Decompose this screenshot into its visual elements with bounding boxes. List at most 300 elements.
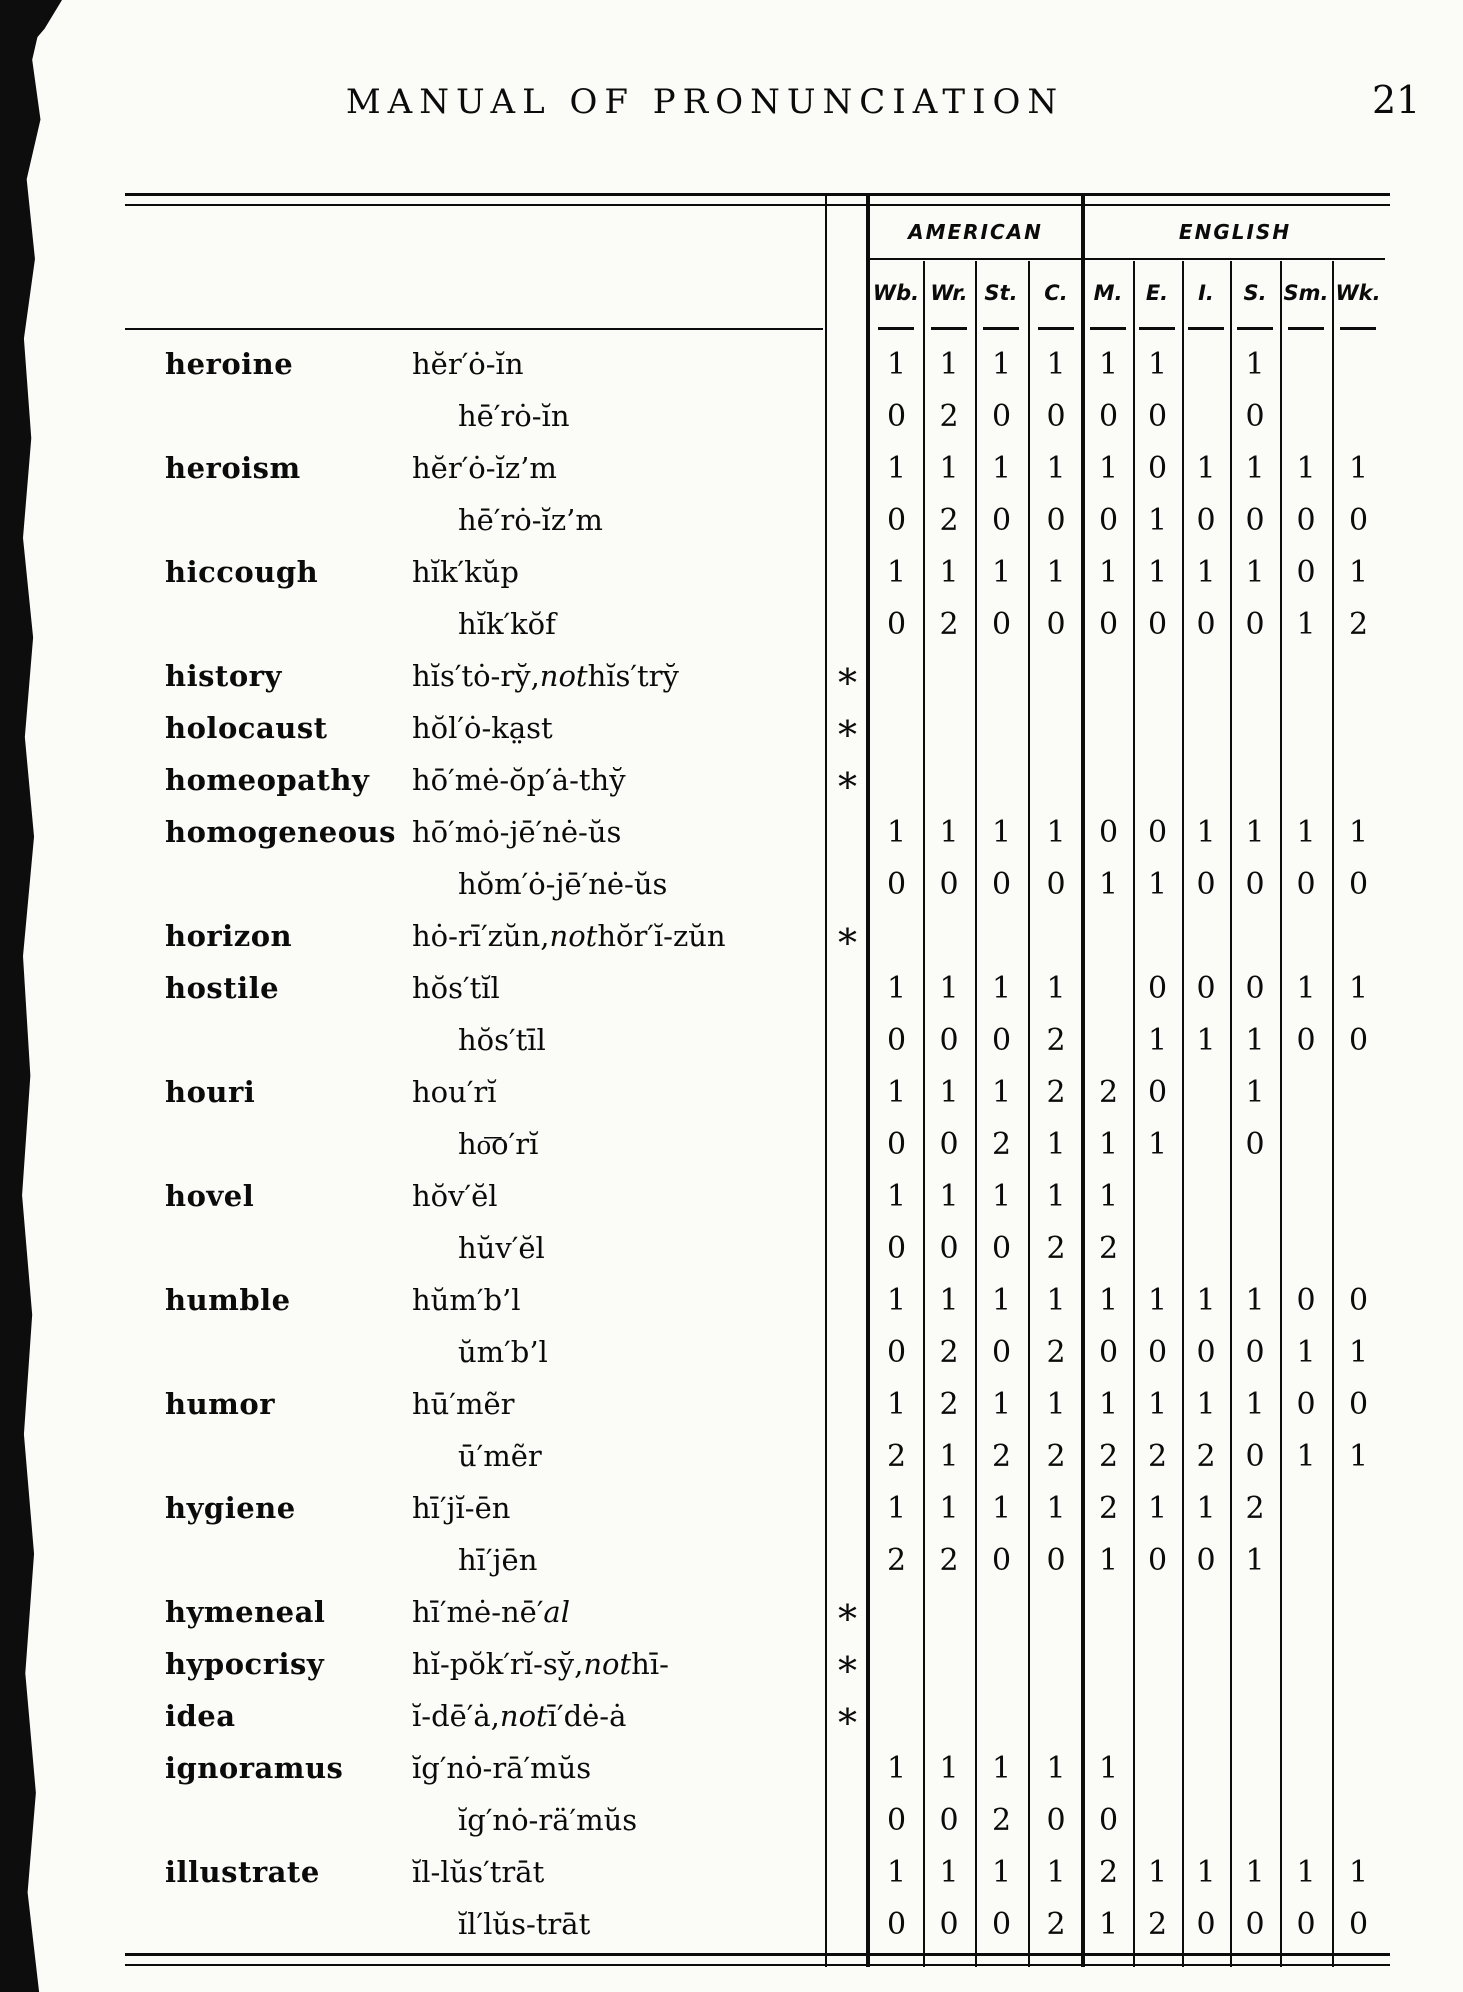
authority-value [1280, 1794, 1332, 1846]
entry-pronunciation: ĭg′nȯ-rä′mŭs [458, 1803, 638, 1837]
irregular-marker [825, 1534, 870, 1586]
authority-value: 1 [1098, 1126, 1119, 1162]
entry-word [125, 1534, 410, 1586]
authority-value [923, 1690, 975, 1742]
authority-value: 1 [991, 1282, 1012, 1318]
entry-word [125, 1222, 410, 1274]
authority-value [1182, 910, 1230, 962]
irregular-marker [825, 858, 870, 910]
authority-value [1133, 754, 1182, 806]
authority-value: 2 [1245, 1490, 1265, 1526]
authority-value: 1 [939, 1854, 959, 1890]
authority-value: 2 [1098, 1438, 1119, 1474]
authority-value: 1 [886, 1490, 907, 1526]
authority-value: 1 [886, 970, 907, 1006]
authority-value: 1 [939, 1750, 959, 1786]
column-label-underline [1090, 327, 1126, 330]
authority-value: 2 [1046, 1334, 1066, 1370]
authority-value: 0 [1147, 606, 1168, 642]
header-bottom-rule [125, 328, 823, 330]
table-bottom-rule [125, 1953, 1390, 1956]
authority-value: 0 [1196, 1334, 1216, 1370]
irregular-marker [825, 1066, 870, 1118]
authority-value: 0 [886, 1906, 907, 1942]
authority-value: 0 [1046, 502, 1066, 538]
irregular-marker [825, 1274, 870, 1326]
authority-value: 0 [991, 502, 1012, 538]
column-label-m: M. [1093, 281, 1123, 305]
authority-value: 1 [1046, 1386, 1066, 1422]
authority-value [1230, 910, 1280, 962]
authority-value [1182, 1118, 1230, 1170]
authority-value: 1 [939, 1178, 959, 1214]
table-body [125, 338, 1385, 1950]
authority-value [1280, 1586, 1332, 1638]
irregular-marker [825, 1742, 870, 1794]
authority-value: 2 [1147, 1438, 1168, 1474]
authority-value: 0 [1046, 606, 1066, 642]
authority-value: 0 [1098, 1334, 1119, 1370]
authority-value: 2 [939, 1542, 959, 1578]
scan-torn-edge [0, 0, 46, 1992]
entry-pronunciation: hŏl′ȯ-ka̤st [412, 711, 553, 745]
irregular-marker [825, 1482, 870, 1534]
group-label-english: ENGLISH [1178, 220, 1292, 244]
entry-word [125, 1014, 410, 1066]
authority-value: 1 [1348, 814, 1369, 850]
authority-value [975, 910, 1028, 962]
entry-pronunciation: hȯ-rī′zŭn, not hŏr′ĭ-zŭn [412, 919, 726, 953]
authority-value: 1 [1245, 450, 1265, 486]
entry-pronunciation: ho͞o′rĭ [458, 1126, 539, 1161]
authority-value: 2 [886, 1542, 907, 1578]
authority-value [1230, 1170, 1280, 1222]
authority-value [1084, 1014, 1133, 1066]
authority-value [1028, 1690, 1084, 1742]
authority-value: 1 [1046, 1282, 1066, 1318]
authority-value: 1 [1348, 970, 1369, 1006]
authority-value [1280, 390, 1332, 442]
authority-value [1280, 650, 1332, 702]
authority-value [1280, 338, 1332, 390]
irregular-marker [825, 1430, 870, 1482]
authority-value: 1 [1147, 866, 1168, 902]
authority-value [975, 754, 1028, 806]
authority-value: 0 [1296, 1282, 1316, 1318]
authority-value: 1 [886, 1854, 907, 1890]
authority-value: 1 [1196, 1386, 1216, 1422]
column-label-i: I. [1198, 281, 1214, 305]
authority-value [1332, 754, 1385, 806]
authority-value: 1 [1296, 1438, 1316, 1474]
irregular-marker: * [838, 713, 857, 757]
authority-value: 0 [1147, 1542, 1168, 1578]
entry-word [125, 1794, 410, 1846]
authority-value: 1 [1098, 1542, 1119, 1578]
authority-value [1084, 1690, 1133, 1742]
column-label-underline [1340, 327, 1376, 330]
irregular-marker [825, 1118, 870, 1170]
authority-value [1182, 650, 1230, 702]
entry-pronunciation: hou′rĭ [412, 1075, 497, 1109]
authority-value [1133, 650, 1182, 702]
authority-value: 1 [1147, 554, 1168, 590]
authority-value: 1 [939, 814, 959, 850]
authority-value: 0 [1098, 398, 1119, 434]
authority-value: 1 [991, 1854, 1012, 1890]
authority-value: 1 [1348, 450, 1369, 486]
authority-value [1182, 1170, 1230, 1222]
authority-value [1133, 1690, 1182, 1742]
authority-value [1332, 1638, 1385, 1690]
authority-value [975, 1586, 1028, 1638]
authority-value [1133, 1222, 1182, 1274]
authority-value: 1 [1046, 554, 1066, 590]
authority-value: 2 [1098, 1074, 1119, 1110]
page-number: 21 [1372, 78, 1421, 122]
entry-pronunciation: hĭk′kŭp [412, 555, 519, 589]
authority-value [1332, 1534, 1385, 1586]
authority-value: 0 [1098, 1802, 1119, 1838]
authority-value: 2 [1046, 1022, 1066, 1058]
authority-value: 0 [1147, 1334, 1168, 1370]
authority-value: 0 [1296, 1906, 1316, 1942]
authority-value: 1 [939, 1282, 959, 1318]
entry-word [125, 1326, 410, 1378]
authority-value: 0 [1147, 1074, 1168, 1110]
authority-value: 1 [1147, 502, 1168, 538]
authority-value [1084, 1586, 1133, 1638]
column-label-underline [983, 327, 1019, 330]
authority-value [1133, 1170, 1182, 1222]
authority-value [1028, 1586, 1084, 1638]
authority-value [1133, 1794, 1182, 1846]
entry-word: heroism [165, 451, 301, 485]
authority-value: 1 [1245, 1022, 1265, 1058]
column-label-underline [931, 327, 967, 330]
authority-value: 0 [1296, 502, 1316, 538]
irregular-marker [825, 806, 870, 858]
entry-word: illustrate [165, 1855, 320, 1889]
authority-value [1280, 1170, 1332, 1222]
entry-pronunciation: hŏv′ĕl [412, 1179, 498, 1213]
authority-value: 1 [1046, 1490, 1066, 1526]
authority-value: 0 [1196, 606, 1216, 642]
authority-value: 1 [1245, 1074, 1265, 1110]
authority-value: 0 [1098, 606, 1119, 642]
irregular-marker [825, 1170, 870, 1222]
authority-value: 0 [1348, 866, 1369, 902]
entry-pronunciation: hĭ-pŏk′rĭ-sy̆, not hī- [412, 1647, 669, 1681]
authority-value: 1 [991, 1178, 1012, 1214]
authority-value: 1 [1046, 1126, 1066, 1162]
authority-value: 1 [1196, 1022, 1216, 1058]
authority-value: 1 [939, 1438, 959, 1474]
authority-value [1182, 1586, 1230, 1638]
authority-value: 0 [991, 1334, 1012, 1370]
authority-value: 0 [1245, 398, 1265, 434]
entry-pronunciation: hū′mẽr [412, 1387, 515, 1421]
authority-value: 1 [1245, 1282, 1265, 1318]
authority-value [1230, 1586, 1280, 1638]
entry-pronunciation: ĭl-lŭs′trāt [412, 1855, 545, 1889]
authority-value: 0 [1348, 1022, 1369, 1058]
authority-value [1332, 1690, 1385, 1742]
authority-value: 2 [1046, 1074, 1066, 1110]
authority-value: 0 [1245, 866, 1265, 902]
authority-value: 1 [991, 1490, 1012, 1526]
american-underline [870, 258, 1081, 260]
authority-value: 0 [939, 866, 959, 902]
authority-value [923, 702, 975, 754]
authority-value [1182, 390, 1230, 442]
authority-value: 1 [1245, 1854, 1265, 1890]
authority-value: 1 [1046, 814, 1066, 850]
authority-value: 2 [1098, 1230, 1119, 1266]
irregular-marker [825, 598, 870, 650]
authority-value [1230, 1794, 1280, 1846]
authority-value: 0 [1196, 866, 1216, 902]
authority-value: 0 [991, 606, 1012, 642]
column-label-underline [1038, 327, 1074, 330]
authority-value: 2 [991, 1438, 1012, 1474]
entry-word: hostile [165, 971, 280, 1005]
authority-value: 1 [886, 1178, 907, 1214]
entry-pronunciation: hŭv′ĕl [458, 1231, 545, 1265]
authority-value: 2 [939, 606, 959, 642]
entry-word: humble [165, 1283, 291, 1317]
authority-value: 0 [1245, 606, 1265, 642]
entry-word: hypocrisy [165, 1647, 325, 1681]
column-label-wk: Wk. [1335, 281, 1381, 305]
entry-word [125, 598, 410, 650]
irregular-marker [825, 1014, 870, 1066]
authority-value: 1 [1147, 1854, 1168, 1890]
authority-value: 1 [1098, 1750, 1119, 1786]
entry-pronunciation: hī′jēn [458, 1543, 538, 1577]
entry-pronunciation: ŭm′b’l [458, 1335, 548, 1369]
entry-word [125, 1118, 410, 1170]
authority-value [1332, 390, 1385, 442]
authority-value: 1 [1147, 1126, 1168, 1162]
entry-word: idea [165, 1699, 236, 1733]
authority-value [1230, 1638, 1280, 1690]
authority-value: 1 [991, 1386, 1012, 1422]
authority-value: 1 [1098, 346, 1119, 382]
authority-value [1332, 1586, 1385, 1638]
authority-value: 2 [1147, 1906, 1168, 1942]
authority-value [1332, 1742, 1385, 1794]
authority-value: 0 [1196, 970, 1216, 1006]
authority-value: 1 [991, 1074, 1012, 1110]
authority-value: 1 [1296, 1854, 1316, 1890]
entry-word: hiccough [165, 555, 319, 589]
authority-value: 2 [939, 1334, 959, 1370]
authority-value: 0 [886, 1230, 907, 1266]
authority-value: 1 [1046, 346, 1066, 382]
authority-value [1280, 1742, 1332, 1794]
authority-value: 1 [1196, 554, 1216, 590]
entry-word: history [165, 659, 282, 693]
authority-value [1230, 1690, 1280, 1742]
column-label-underline [1188, 327, 1224, 330]
authority-value [1280, 1066, 1332, 1118]
authority-value: 2 [939, 502, 959, 538]
authority-value: 1 [1196, 1490, 1216, 1526]
authority-value: 0 [1296, 1386, 1316, 1422]
authority-value [1133, 1638, 1182, 1690]
irregular-marker [825, 1794, 870, 1846]
column-label-underline [1139, 327, 1175, 330]
entry-pronunciation: hĕr′ȯ-ĭz’m [412, 451, 557, 485]
authority-value [1133, 1742, 1182, 1794]
authority-value: 1 [1296, 1334, 1316, 1370]
authority-value [1028, 754, 1084, 806]
authority-value [870, 754, 923, 806]
authority-value: 0 [886, 1334, 907, 1370]
authority-value: 1 [886, 346, 907, 382]
authority-value: 0 [1046, 866, 1066, 902]
authority-value: 1 [1296, 450, 1316, 486]
authority-value: 2 [1098, 1490, 1119, 1526]
entry-pronunciation: hī′mė-nē′ al [412, 1595, 570, 1629]
entry-pronunciation: hē′rȯ-ĭn [458, 399, 570, 433]
authority-value: 0 [991, 866, 1012, 902]
authority-value: 0 [1245, 502, 1265, 538]
authority-value: 0 [1147, 398, 1168, 434]
authority-value [1280, 754, 1332, 806]
authority-value: 1 [1046, 450, 1066, 486]
authority-value: 1 [1196, 1854, 1216, 1890]
authority-value: 0 [939, 1802, 959, 1838]
irregular-marker: * [838, 921, 857, 965]
authority-value [1280, 910, 1332, 962]
authority-value: 0 [1098, 814, 1119, 850]
irregular-marker [825, 338, 870, 390]
authority-value: 1 [1245, 1542, 1265, 1578]
authority-value: 1 [886, 1074, 907, 1110]
entry-word [125, 494, 410, 546]
entry-pronunciation: hŏs′tīl [458, 1023, 546, 1057]
authority-value: 1 [1245, 814, 1265, 850]
authority-value: 0 [1245, 1438, 1265, 1474]
authority-value [1332, 702, 1385, 754]
authority-value: 1 [1098, 1906, 1119, 1942]
authority-value: 0 [1245, 1906, 1265, 1942]
authority-value: 2 [1098, 1854, 1119, 1890]
column-label-sm: Sm. [1283, 281, 1329, 305]
authority-value [1332, 1066, 1385, 1118]
authority-value [1028, 1638, 1084, 1690]
authority-value: 2 [939, 1386, 959, 1422]
authority-value: 1 [939, 970, 959, 1006]
authority-value: 0 [1046, 398, 1066, 434]
authority-value: 1 [1348, 1438, 1369, 1474]
authority-value: 0 [939, 1022, 959, 1058]
authority-value: 1 [1196, 1282, 1216, 1318]
irregular-marker [825, 546, 870, 598]
column-label-wr: Wr. [930, 281, 968, 305]
column-label-underline [1237, 327, 1273, 330]
authority-value [1084, 754, 1133, 806]
authority-value: 2 [1046, 1230, 1066, 1266]
entry-pronunciation: hŏm′ȯ-jē′nė-ŭs [458, 867, 668, 901]
authority-value [975, 1638, 1028, 1690]
authority-value [1133, 702, 1182, 754]
authority-value [870, 910, 923, 962]
authority-value: 1 [991, 1750, 1012, 1786]
authority-value: 0 [1046, 1542, 1066, 1578]
authority-value: 0 [991, 1022, 1012, 1058]
irregular-marker [825, 1326, 870, 1378]
authority-value: 0 [1348, 1386, 1369, 1422]
irregular-marker [825, 1378, 870, 1430]
authority-value: 1 [1046, 1854, 1066, 1890]
authority-value [923, 1638, 975, 1690]
authority-value: 1 [1296, 606, 1316, 642]
authority-value: 1 [1098, 866, 1119, 902]
authority-value [1028, 910, 1084, 962]
authority-value: 0 [1098, 502, 1119, 538]
authority-value: 1 [1098, 1282, 1119, 1318]
entry-word: hymeneal [165, 1595, 326, 1629]
authority-value [1133, 1586, 1182, 1638]
authority-value [1182, 338, 1230, 390]
authority-value: 0 [1196, 1906, 1216, 1942]
authority-value: 1 [1147, 1282, 1168, 1318]
entry-pronunciation: hŭm′b’l [412, 1283, 521, 1317]
authority-value: 1 [991, 814, 1012, 850]
authority-value [1280, 1534, 1332, 1586]
authority-value: 1 [886, 450, 907, 486]
authority-value: 1 [1098, 1386, 1119, 1422]
authority-value [1028, 650, 1084, 702]
english-underline [1085, 258, 1385, 260]
entry-word: homeopathy [165, 763, 370, 797]
authority-value: 0 [1147, 450, 1168, 486]
authority-value [1133, 910, 1182, 962]
entry-word: heroine [165, 347, 294, 381]
authority-value [1084, 962, 1133, 1014]
entry-pronunciation: hĭk′kŏf [458, 607, 556, 641]
irregular-marker: * [838, 1701, 857, 1745]
authority-value [1084, 910, 1133, 962]
authority-value: 1 [886, 1282, 907, 1318]
authority-value [923, 650, 975, 702]
authority-value: 0 [1046, 1802, 1066, 1838]
authority-value: 1 [1245, 1386, 1265, 1422]
column-label-underline [878, 327, 914, 330]
authority-value [1332, 1482, 1385, 1534]
authority-value: 0 [939, 1906, 959, 1942]
authority-value: 1 [1296, 970, 1316, 1006]
authority-value: 0 [1296, 1022, 1316, 1058]
authority-value [1332, 1170, 1385, 1222]
column-label-underline [1288, 327, 1324, 330]
entry-pronunciation: hĭs′tȯ-ry̆, not hĭs′try̆ [412, 659, 679, 693]
authority-value [870, 650, 923, 702]
authority-value [1182, 1742, 1230, 1794]
table-top-rule [125, 193, 1390, 196]
authority-value: 1 [1098, 1178, 1119, 1214]
authority-value [1280, 1690, 1332, 1742]
authority-value [1230, 754, 1280, 806]
entry-word: humor [165, 1387, 275, 1421]
authority-value [1332, 1222, 1385, 1274]
authority-value: 0 [1196, 502, 1216, 538]
authority-value: 0 [1348, 1282, 1369, 1318]
irregular-marker [825, 390, 870, 442]
